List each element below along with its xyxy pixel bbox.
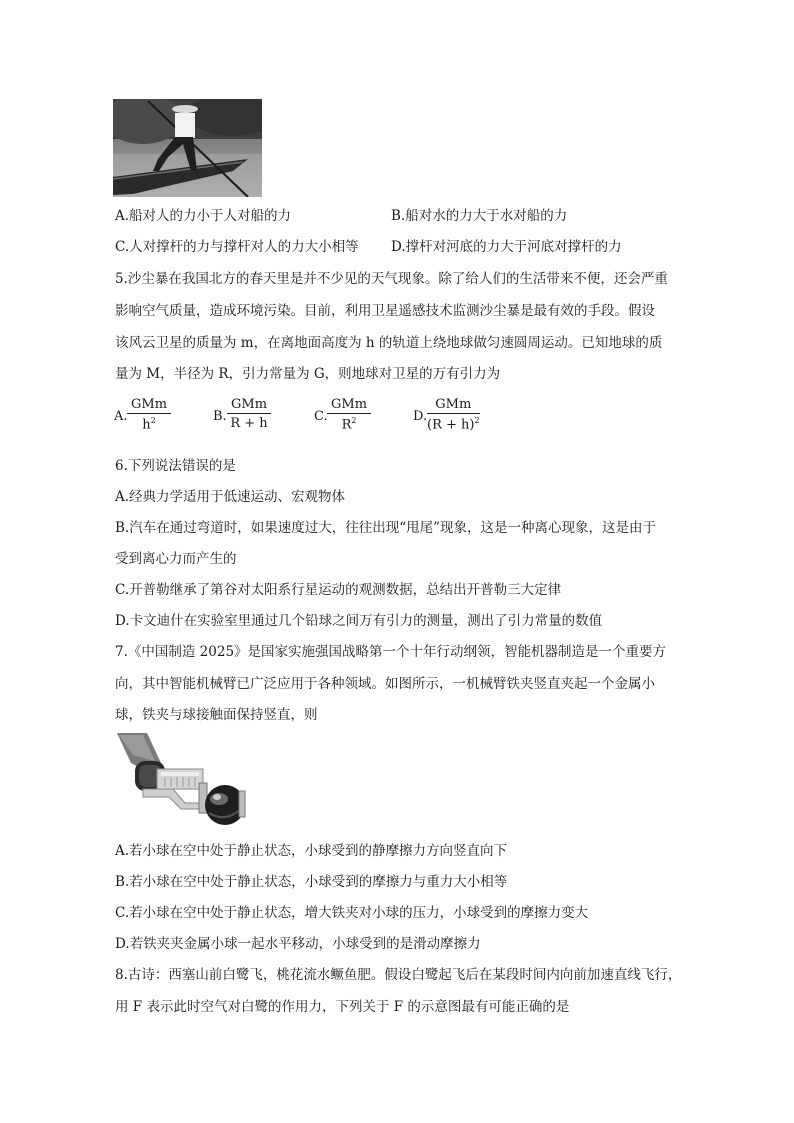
boat-punting-photo	[113, 99, 262, 197]
q5-option-d-numerator: GMm	[427, 397, 480, 414]
q5-option-d-fraction	[427, 397, 480, 432]
q4-option-c: C.人对撑杆的力与撑杆对人的力大小相等	[115, 239, 359, 255]
q4-option-d: D.撑杆对河底的力大于河底对撑杆的力	[391, 239, 622, 255]
q7-stem-line-2: 向，其中智能机械臂已广泛应用于各种领域。如图所示，一机械臂铁夹竖直夹起一个金属小	[115, 676, 655, 692]
q7-stem-line-3: 球，铁夹与球接触面保持竖直，则	[115, 707, 318, 723]
q5-option-b-label: B.	[213, 409, 227, 424]
q7-option-a: A.若小球在空中处于静止状态，小球受到的静摩擦力方向竖直向下	[115, 843, 508, 859]
q5-option-b-fraction	[227, 397, 271, 431]
q5-option-a-denominator: $h^2$	[142, 416, 156, 433]
q7-option-d: D.若铁夹夹金属小球一起水平移动，小球受到的是滑动摩擦力	[115, 936, 481, 952]
q6-option-d: D.卡文迪什在实验室里通过几个铅球之间万有引力的测量，测出了引力常量的数值	[115, 613, 603, 629]
q7-option-c: C.若小球在空中处于静止状态，增大铁夹对小球的压力，小球受到的摩擦力变大	[115, 905, 589, 921]
q5-stem-line-2: 影响空气质量，造成环境污染。目前，利用卫星遥感技术监测沙尘暴是最有效的手段。假设	[115, 303, 655, 319]
q5-option-b-numerator: GMm	[227, 397, 271, 414]
q4-option-a: A.船对人的力小于人对船的力	[115, 208, 292, 224]
q5-stem-line-3: 该风云卫星的质量为 m，在离地面高度为 h 的轨道上绕地球做匀速圆周运动。已知地球的质	[115, 335, 663, 351]
q5-option-b-denominator: R + h	[230, 416, 268, 431]
q6-option-b-line-2: 受到离心力而产生的	[115, 551, 237, 567]
q5-option-c-fraction	[327, 397, 371, 432]
q5-option-c-label: C.	[314, 409, 328, 424]
q5-stem-line-4: 量为 M，半径为 R，引力常量为 G，则地球对卫星的万有引力为	[115, 366, 501, 382]
q5-option-d-label: D.	[413, 409, 428, 424]
q5-option-a-numerator: GMm	[127, 397, 171, 414]
q5-option-c-numerator: GMm	[327, 397, 371, 414]
q5-option-d-denominator: $(R + h)^2$	[427, 416, 480, 433]
q6-stem: 6.下列说法错误的是	[115, 458, 236, 474]
q6-option-b-line-1: B.汽车在通过弯道时，如果速度过大，往往出现“甩尾”现象，这是一种离心现象，这是由于	[115, 520, 657, 536]
q5-stem-line-1: 5.沙尘暴在我国北方的春天里是并不少见的天气现象。除了给人们的生活带来不便，还会严重	[115, 271, 668, 287]
q5-option-a-fraction	[127, 397, 171, 432]
robot-arm-clamp-photo	[113, 733, 248, 835]
q5-option-a-label: A.	[114, 409, 128, 424]
q7-option-b: B.若小球在空中处于静止状态，小球受到的摩擦力与重力大小相等	[115, 874, 508, 890]
q7-stem-line-1: 7.《中国制造 2025》是国家实施强国战略第一个十年行动纲领，智能机器制造是一个重要方	[115, 644, 667, 660]
q5-option-c-denominator: $R^2$	[341, 416, 357, 433]
q8-stem-line-2: 用 F 表示此时空气对白鹭的作用力，下列关于 F 的示意图最有可能正确的是	[115, 999, 570, 1015]
q6-option-a: A.经典力学适用于低速运动、宏观物体	[115, 489, 346, 505]
q8-stem-line-1: 8.古诗：西塞山前白鹭飞，桃花流水鳜鱼肥。假设白鹭起飞后在某段时间内向前加速直线飞行，	[115, 967, 682, 983]
q4-option-b: B.船对水的力大于水对船的力	[391, 208, 568, 224]
q6-option-c: C.开普勒继承了第谷对太阳系行星运动的观测数据，总结出开普勒三大定律	[115, 582, 562, 598]
